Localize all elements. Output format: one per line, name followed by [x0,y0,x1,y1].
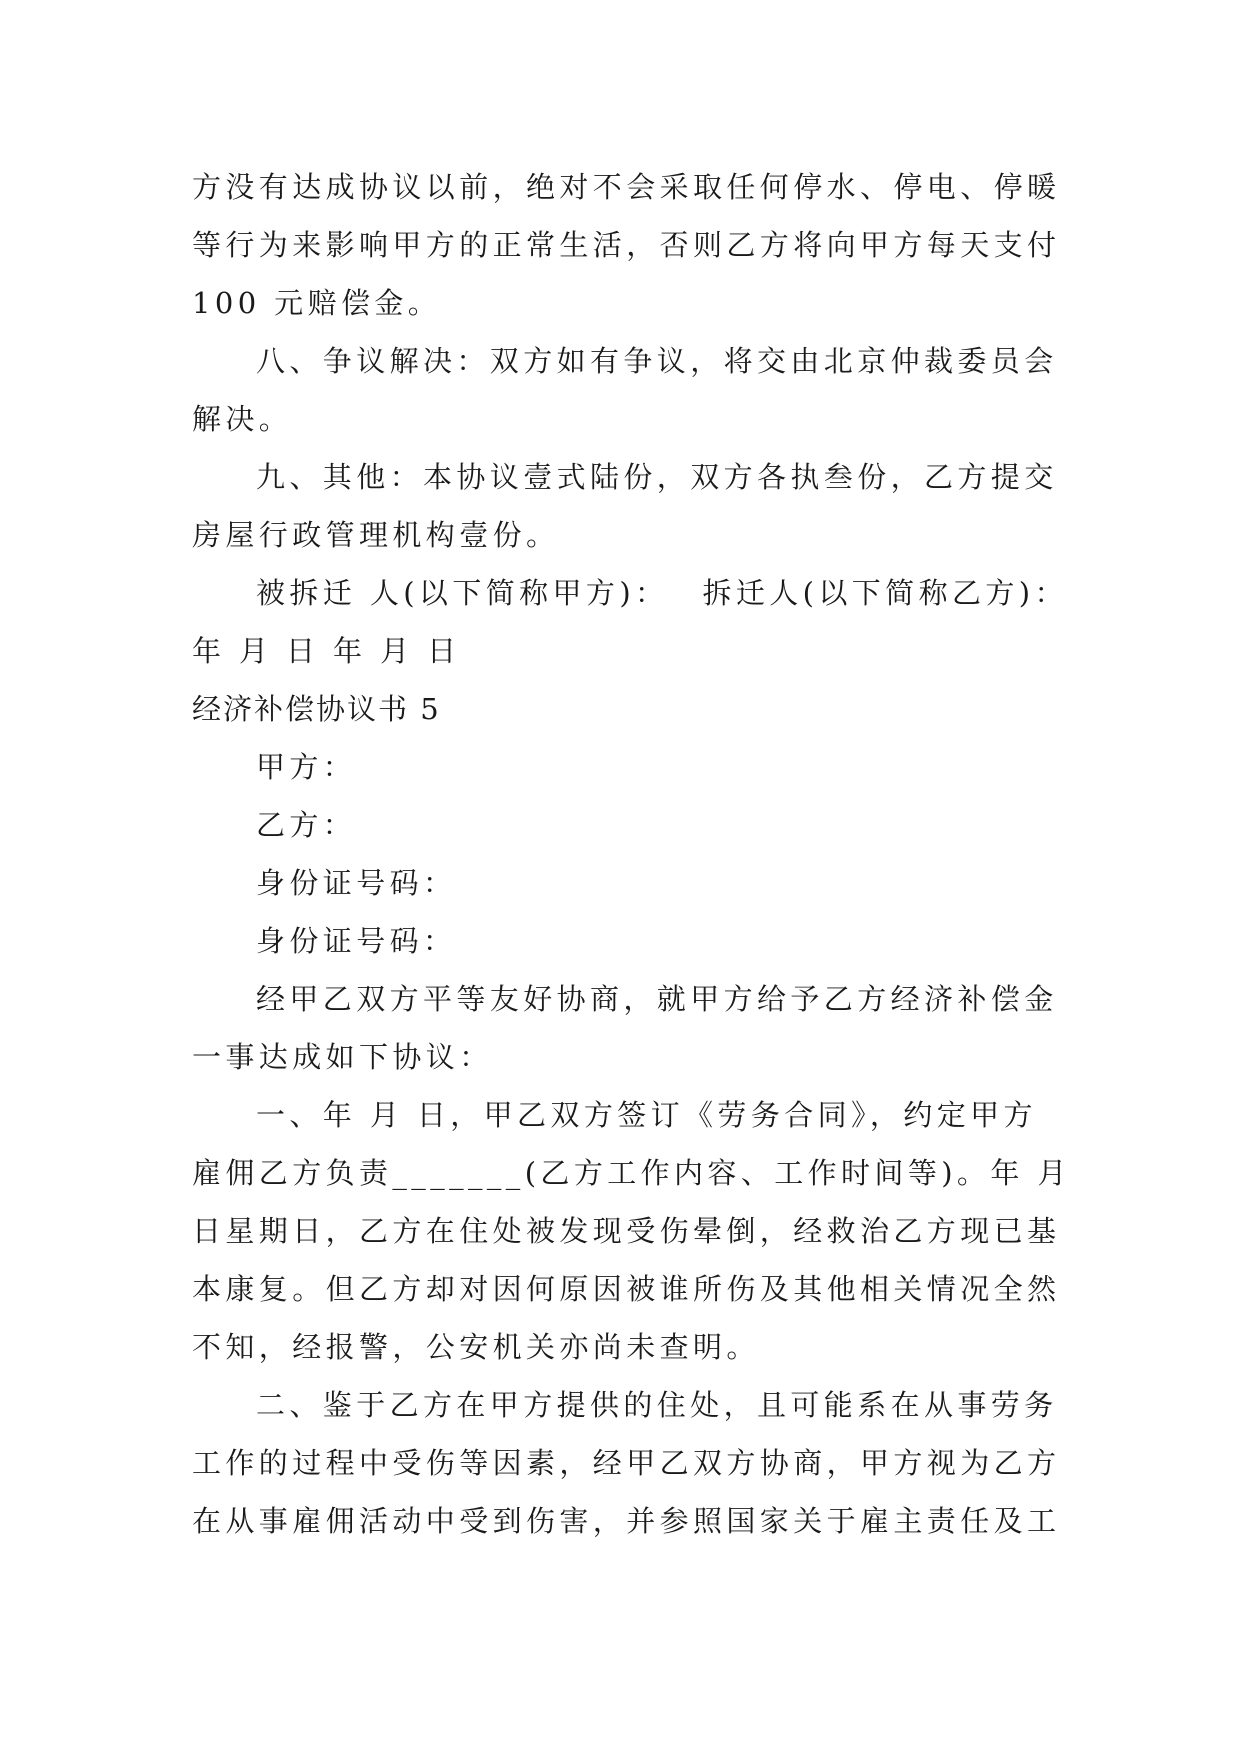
signature-line [192,564,1068,622]
paragraph-line: 100 元赔偿金。 [192,286,442,320]
paragraph-line: 房屋行政管理机构壹份。 [192,518,560,552]
paragraph-line: 经甲乙双方平等友好协商，就甲方给予乙方经济补偿金 [256,982,1058,1016]
paragraph-line: 日星期日，乙方在住处被发现受伤晕倒，经救治乙方现已基 [192,1214,1061,1248]
paragraph-line: 不知，经报警，公安机关亦尚未查明。 [192,1330,760,1364]
signature-party-a: 被拆迁 人(以下简称甲方)： [256,576,669,610]
paragraph-line: 八、争议解决：双方如有争议，将交由北京仲裁委员会 [256,344,1058,378]
paragraph-line: 本康复。但乙方却对因何原因被谁所伤及其他相关情况全然 [192,1272,1061,1306]
paragraph-line: 一事达成如下协议： [192,1040,493,1074]
paragraph-line: 一、年 月 日，甲乙双方签订《劳务合同》，约定甲方 [256,1098,1037,1132]
paragraph-line: 九、其他：本协议壹式陆份，双方各执叁份，乙方提交 [256,460,1058,494]
paragraph-line: 雇佣乙方负责_______(乙方工作内容、工作时间等)。年 月 [192,1156,1071,1190]
paragraph-line: 二、鉴于乙方在甲方提供的住处，且可能系在从事劳务 [256,1388,1058,1422]
paragraph-line: 在从事雇佣活动中受到伤害，并参照国家关于雇主责任及工 [192,1504,1061,1538]
section-title: 经济补偿协议书 5 [192,692,441,726]
signature-party-b: 拆迁人(以下简称乙方)： [702,576,1068,610]
paragraph-line: 解决。 [192,402,293,436]
id-number-field: 身份证号码： [256,924,457,958]
paragraph-line: 方没有达成协议以前，绝对不会采取任何停水、停电、停暖 [192,170,1061,204]
paragraph-line: 工作的过程中受伤等因素，经甲乙双方协商，甲方视为乙方 [192,1446,1061,1480]
party-b-field: 乙方： [256,808,357,842]
document-body [192,158,1071,1550]
date-line: 年 月 日 年 月 日 [192,634,461,668]
paragraph-line: 等行为来影响甲方的正常生活，否则乙方将向甲方每天支付 [192,228,1061,262]
id-number-field: 身份证号码： [256,866,457,900]
party-a-field: 甲方： [256,750,357,784]
